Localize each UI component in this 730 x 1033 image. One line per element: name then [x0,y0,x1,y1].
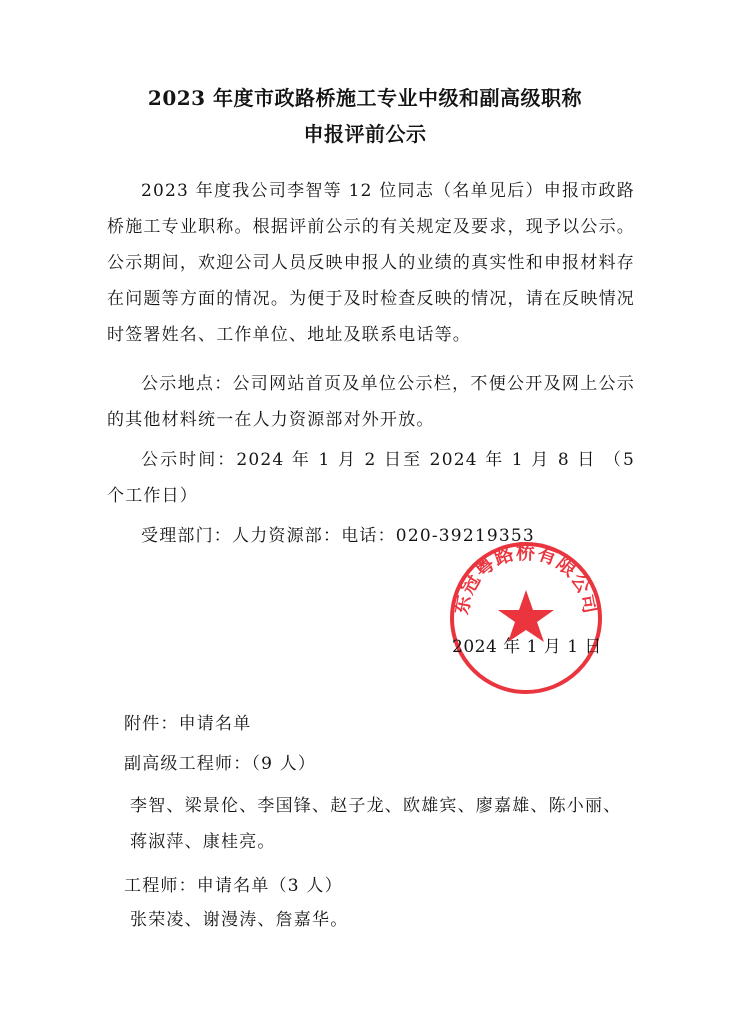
senior-engineer-heading: 副高级工程师：（9 人） [124,754,317,774]
document-title-line1: 2023 年度市政路桥施工专业中级和副高级职称 [147,86,583,110]
intro-paragraph [107,173,635,353]
period-text: 公示时间：2024 年 1 月 2 日至 2024 年 1 月 8 日 （5 个工作日） [107,450,635,506]
intro-text: 2023 年度我公司李智等 12 位同志（名单见后）申报市政路桥施工专业职称。根据评前公示的有关规定及要求，现予以公示。公示期间，欢迎公司人员反映申报人的业绩的真实性和申报材料存在问题等方面的情况。为便于及时检查反映的情况，请在反映情况时签署姓名、工作单位、地址及联系电话等。 [107,181,635,345]
document-date: 2024 年 1 月 1 日 [452,637,602,657]
engineer-names: 张荣凌、谢漫涛、詹嘉华。 [130,910,349,930]
seal-text: 东冠粤路桥有限公司 [450,541,602,617]
period-paragraph [107,442,635,514]
company-seal-stamp [446,538,606,698]
document-title-line2: 申报评前公示 [303,122,427,146]
location-text: 公示地点：公司网站首页及单位公示栏，不便公开及网上公示的其他材料统一在人力资源部对外开放。 [107,374,635,430]
location-paragraph [107,366,635,438]
attachment-label: 附件：申请名单 [124,714,252,734]
senior-engineer-names: 李智、梁景伦、李国锋、赵子龙、欧雄宾、廖嘉雄、陈小丽、蒋淑萍、康桂亮。 [130,796,622,852]
contact-text: 受理部门：人力资源部：电话：020-39219353 [141,526,535,546]
engineer-heading: 工程师：申请名单（3 人） [124,876,343,896]
